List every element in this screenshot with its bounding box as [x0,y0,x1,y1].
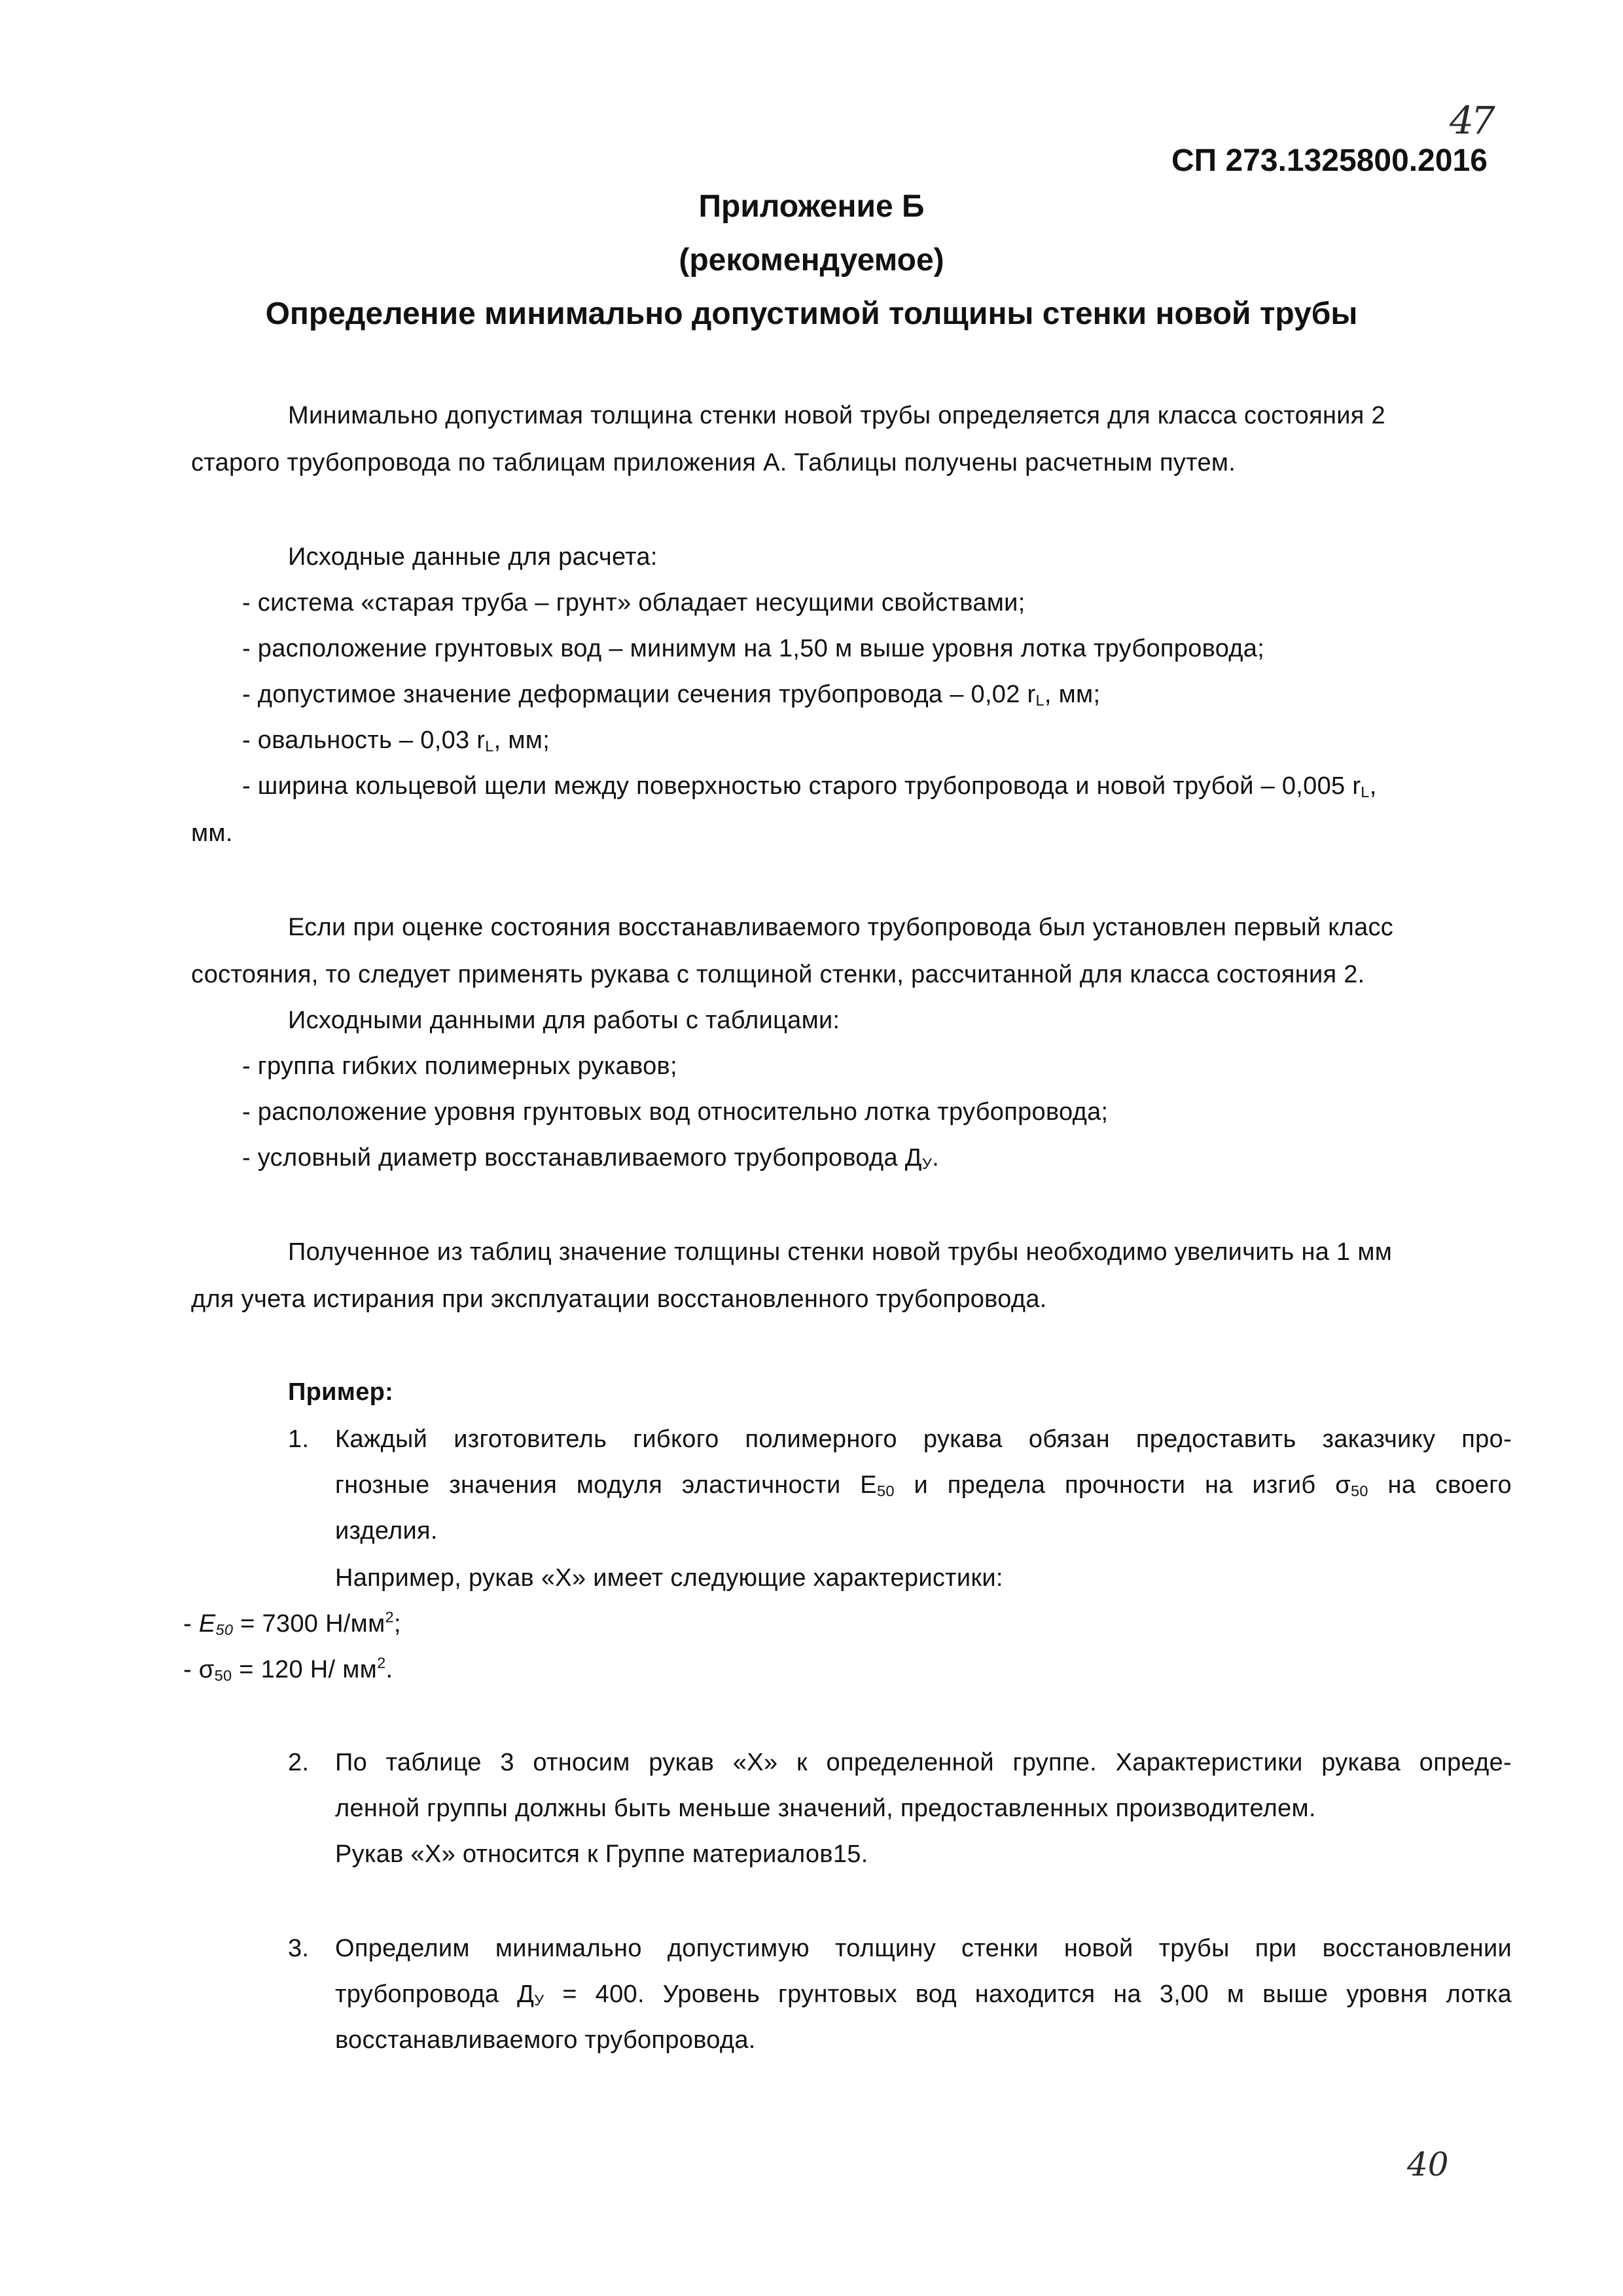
intro-line-1: Минимально допустимая толщина стенки новой трубы определяется для класса состояния 2 [288,402,1385,429]
calc-item-1: - система «старая труба – грунт» обладает несущими свойствами; [242,589,1026,617]
step-2-line-3: Рукав «Х» относится к Группе материалов15. [335,1840,868,1868]
step-3-number: 3. [288,1935,310,1962]
abrasion-line-1: Полученное из таблиц значение толщины стенки новой трубы необходимо увеличить на 1 мм [288,1238,1393,1266]
step-1-line-1: Каждый изготовитель гибкого полимерного рукава обязан предоставить заказчику про- [335,1426,1512,1453]
step-2-number: 2. [288,1749,310,1776]
tables-input-item-1: - группа гибких полимерных рукавов; [242,1052,677,1080]
class-note-line-1: Если при оценке состояния восстанавливаемого трубопровода был установлен первый класс [288,914,1394,941]
step-1-line-3: изделия. [335,1517,438,1545]
calc-lead: Исходные данные для расчета: [288,543,658,571]
step-1-line-2: гнозные значения модуля эластичности $E_{50}$ и предела прочности на изгиб $\sigma_{50}$ на своего [335,1471,1512,1500]
calc-item-5-continuation: мм. [191,819,233,847]
tables-input-item-2: - расположение уровня грунтовых вод относительно лотка трубопровода; [242,1098,1109,1126]
step-1-value-e50: - $E_{50} = 7300$ $Н/мм^2$; [183,1608,401,1639]
calc-item-4: - овальность – 0,03 $r_L$, мм; [242,726,550,755]
example-heading: Пример: [288,1378,394,1406]
appendix-status: (рекомендуемое) [679,243,944,278]
tables-input-lead: Исходными данными для работы с таблицами: [288,1007,840,1034]
handwritten-page-number-top: 47 [1450,98,1493,143]
intro-line-2: старого трубопровода по таблицам приложения А. Таблицы получены расчетным путем. [191,449,1236,476]
step-2-line-1: По таблице 3 относим рукав «Х» к определенной группе. Характеристики рукава опреде- [335,1749,1512,1776]
tables-input-item-3: - условный диаметр восстанавливаемого трубопровода $Д_У$. [242,1144,939,1173]
document-code: СП 273.1325800.2016 [1171,143,1488,178]
step-1-value-sigma50: - $\sigma_{50} = 120$ Н/ $мм^2$. [183,1654,393,1685]
step-3-line-1: Определим минимально допустимую толщину стенки новой трубы при восстановлении [335,1935,1512,1962]
step-1-line-4: Например, рукав «Х» имеет следующие характеристики: [335,1564,1003,1592]
step-1-number: 1. [288,1426,310,1453]
calc-item-2: - расположение грунтовых вод – минимум на 1,50 м выше уровня лотка трубопровода; [242,635,1265,662]
abrasion-line-2: для учета истирания при эксплуатации восстановленного трубопровода. [191,1285,1047,1313]
class-note-line-2: состояния, то следует применять рукава с толщиной стенки, рассчитанной для класса состояния 2. [191,961,1365,988]
calc-item-3: - допустимое значение деформации сечения трубопровода – 0,02 $r_L$, мм; [242,681,1101,709]
appendix-title: Приложение Б [698,189,925,224]
handwritten-page-number-bottom: 40 [1407,2145,1449,2183]
step-2-line-2: ленной группы должны быть меньше значений, предоставленных производителем. [335,1795,1316,1822]
step-3-line-3: восстанавливаемого трубопровода. [335,2026,756,2054]
calc-item-5: - ширина кольцевой щели между поверхностью старого трубопровода и новой трубой – 0,005 $r_L$, [242,772,1377,801]
step-3-line-2: трубопровода $Д_У = 400$. Уровень грунтовых вод находится на 3,00 м выше уровня лотка [335,1981,1512,2009]
appendix-heading: Определение минимально допустимой толщины стенки новой трубы [265,296,1358,331]
